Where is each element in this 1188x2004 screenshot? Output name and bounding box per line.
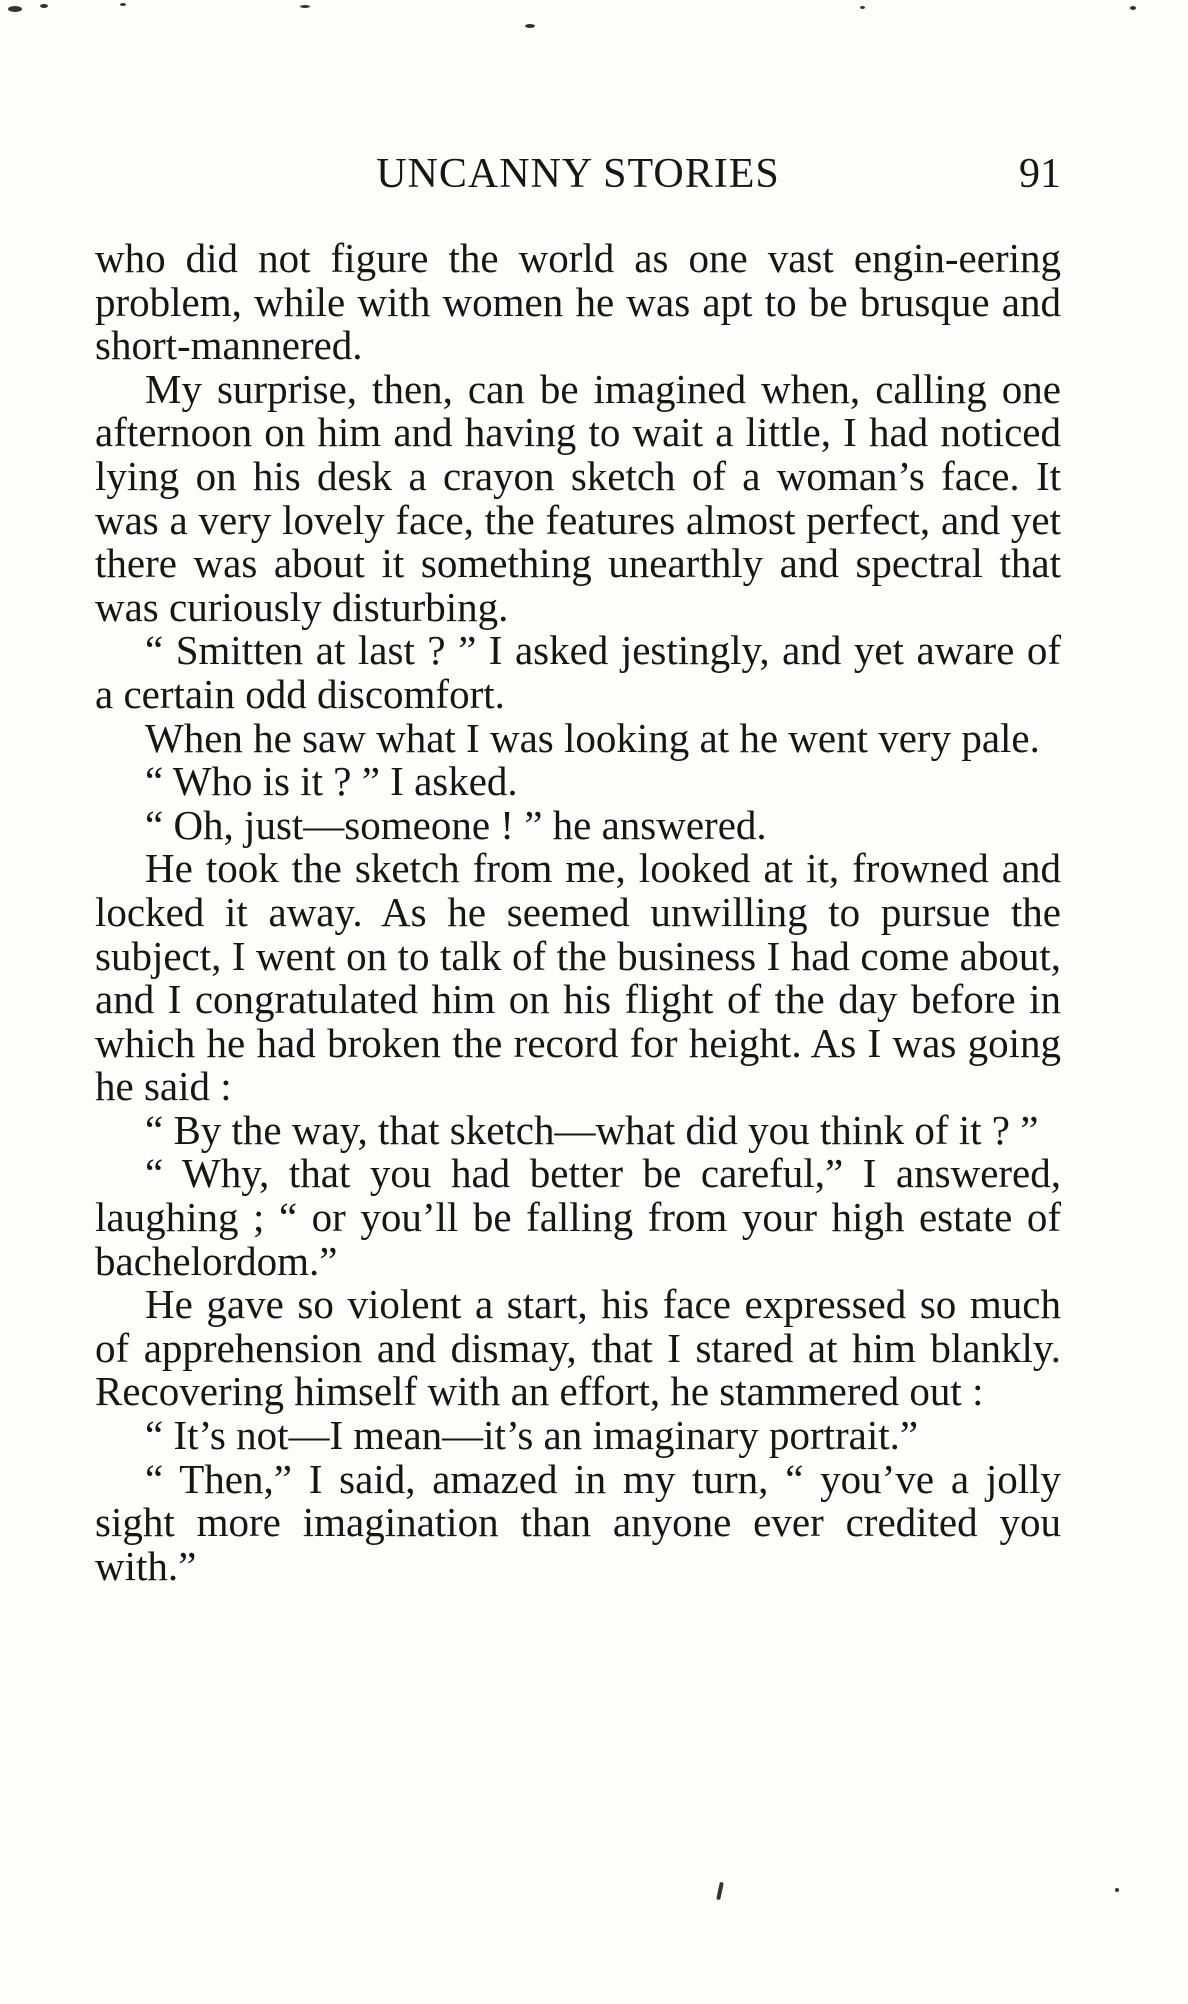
paragraph: “ Oh, just—someone ! ” he answered.	[145, 801, 767, 848]
paragraph: He gave so violent a start, his face expressed so much of apprehension and dismay, that I stared at him blankly. Recovering himself with an effort, he stammered out :	[95, 1281, 1061, 1415]
paragraph: “ Then,” I said, amazed in my turn, “ you’ve a jolly sight more imagination than anyone ever credited you with.”	[95, 1455, 1061, 1589]
scan-speck	[300, 5, 310, 8]
paragraph: who did not figure the world as one vast engin-eering problem, while with women he was apt to be brusque and short-mannered.	[95, 235, 1061, 369]
scan-speck	[716, 1882, 724, 1900]
scan-speck	[8, 6, 22, 12]
page-header	[95, 150, 1061, 200]
scan-speck	[1130, 6, 1136, 10]
running-title: UNCANNY STORIES	[376, 151, 780, 197]
body-text	[95, 237, 1061, 1588]
paragraph: “ Who is it ? ” I asked.	[145, 758, 518, 805]
scan-speck	[40, 4, 48, 8]
paragraph: My surprise, then, can be imagined when, calling one afternoon on him and having to wait a little, I had noticed lying on his desk a crayon sketch of a woman’s face. It was a very lovely face, the features almost perfect, and yet there was about it something unearthly and spectral that was curiously disturbing.	[95, 365, 1061, 630]
scan-speck	[525, 24, 535, 28]
paragraph: When he saw what I was looking at he went very pale.	[145, 714, 1040, 761]
scan-speck	[1115, 1888, 1119, 1892]
paragraph: “ Smitten at last ? ” I asked jestingly, and yet aware of a certain odd discomfort.	[95, 627, 1061, 717]
scan-speck	[860, 6, 865, 9]
paragraph: “ Why, that you had better be careful,” I answered, laughing ; “ or you’ll be falling from your high estate of bachelordom.”	[95, 1150, 1061, 1284]
paragraph: He took the sketch from me, looked at it, frowned and locked it away. As he seemed unwilling to pursue the subject, I went on to talk of the business I had come about, and I congratulated him on his flight of the day before in which he had broken the record for height. As I was going he said :	[95, 845, 1061, 1110]
scan-speck	[120, 3, 126, 6]
page-number: 91	[1019, 151, 1061, 197]
paragraph: “ It’s not—I mean—it’s an imaginary portrait.”	[145, 1412, 919, 1459]
paragraph: “ By the way, that sketch—what did you think of it ? ”	[145, 1106, 1039, 1153]
